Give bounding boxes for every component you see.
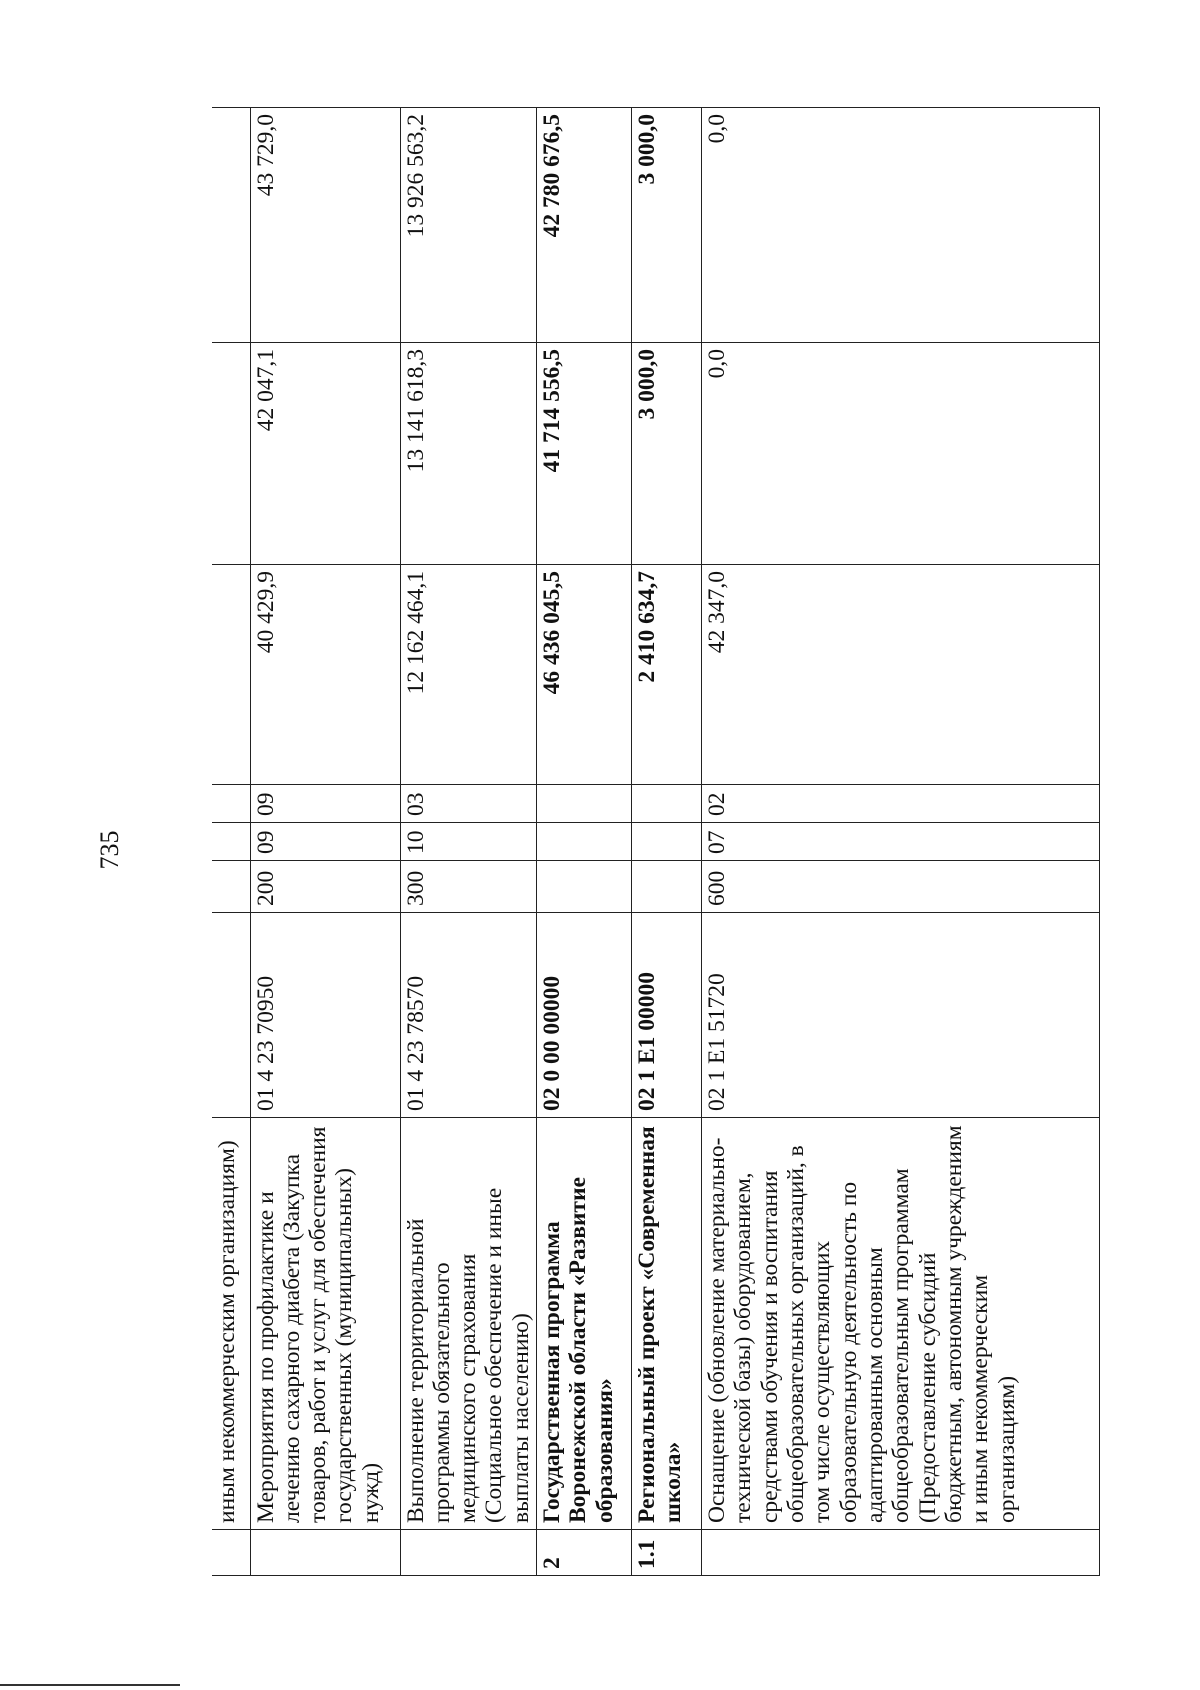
table-row	[702, 108, 1100, 1576]
expense-type	[212, 861, 250, 913]
value-year-2: 0,0	[702, 343, 1100, 565]
row-number	[212, 1530, 250, 1576]
table-row	[250, 108, 400, 1576]
value-year-1	[212, 565, 250, 785]
value-year-1: 46 436 045,5	[537, 565, 632, 785]
section: 10	[400, 823, 537, 861]
section: 09	[250, 823, 400, 861]
value-year-3: 3 000,0	[632, 108, 702, 343]
row-number: 1.1	[632, 1530, 702, 1576]
target-article-code: 01 4 23 70950	[250, 913, 400, 1118]
row-name: Выполнение территориальной программы обязательного медицинского страхования (Социальное обеспечение и иные выплаты населению)	[400, 1118, 537, 1530]
budget-table	[212, 107, 1100, 1576]
expense-type	[632, 861, 702, 913]
bottom-rule	[0, 1684, 180, 1686]
table-row	[400, 108, 537, 1576]
value-year-2: 3 000,0	[632, 343, 702, 565]
row-name: Региональный проект «Современная школа»	[632, 1118, 702, 1530]
section	[212, 823, 250, 861]
row-name: Мероприятия по профилактике и лечению сахарного диабета (Закупка товаров, работ и услуг для обеспечения государственных (муниципальных) нужд)	[250, 1118, 400, 1530]
value-year-3: 0,0	[702, 108, 1100, 343]
row-number	[250, 1530, 400, 1576]
subsection: 09	[250, 785, 400, 823]
value-year-1: 42 347,0	[702, 565, 1100, 785]
rotated-table-wrapper	[212, 108, 1100, 1576]
value-year-1: 2 410 634,7	[632, 565, 702, 785]
subsection	[212, 785, 250, 823]
row-number	[702, 1530, 1100, 1576]
page-number: 735	[95, 830, 124, 870]
row-name: Государственная программа Воронежской области «Развитие образования»	[537, 1118, 632, 1530]
row-number: 2	[537, 1530, 632, 1576]
value-year-2: 42 047,1	[250, 343, 400, 565]
value-year-3: 43 729,0	[250, 108, 400, 343]
expense-type	[537, 861, 632, 913]
value-year-3: 42 780 676,5	[537, 108, 632, 343]
expense-type: 300	[400, 861, 537, 913]
value-year-1: 40 429,9	[250, 565, 400, 785]
target-article-code: 02 0 00 00000	[537, 913, 632, 1118]
table-row	[212, 108, 250, 1576]
row-number	[400, 1530, 537, 1576]
target-article-code: 01 4 23 78570	[400, 913, 537, 1118]
value-year-2	[212, 343, 250, 565]
value-year-3: 13 926 563,2	[400, 108, 537, 343]
subsection: 03	[400, 785, 537, 823]
row-name: Оснащение (обновление материально-технической базы) оборудованием, средствами обучения и воспитания общеобразовательных организаций, в том числе осуществляющих образовательную деятельность по адаптированным основным общеобразовательным программам (Предоставление субсидий бюджетным, автономным учреждениям и иным некоммерческим организациям)	[702, 1118, 1100, 1530]
subsection	[632, 785, 702, 823]
target-article-code	[212, 913, 250, 1118]
value-year-2: 41 714 556,5	[537, 343, 632, 565]
value-year-2: 13 141 618,3	[400, 343, 537, 565]
subsection: 02	[702, 785, 1100, 823]
table-row	[632, 108, 702, 1576]
target-article-code: 02 1 E1 00000	[632, 913, 702, 1118]
subsection	[537, 785, 632, 823]
section	[632, 823, 702, 861]
row-name: иным некоммерческим организациям)	[212, 1118, 250, 1530]
value-year-1: 12 162 464,1	[400, 565, 537, 785]
table-row	[537, 108, 632, 1576]
section	[537, 823, 632, 861]
expense-type: 600	[702, 861, 1100, 913]
section: 07	[702, 823, 1100, 861]
value-year-3	[212, 108, 250, 343]
expense-type: 200	[250, 861, 400, 913]
target-article-code: 02 1 E1 51720	[702, 913, 1100, 1118]
